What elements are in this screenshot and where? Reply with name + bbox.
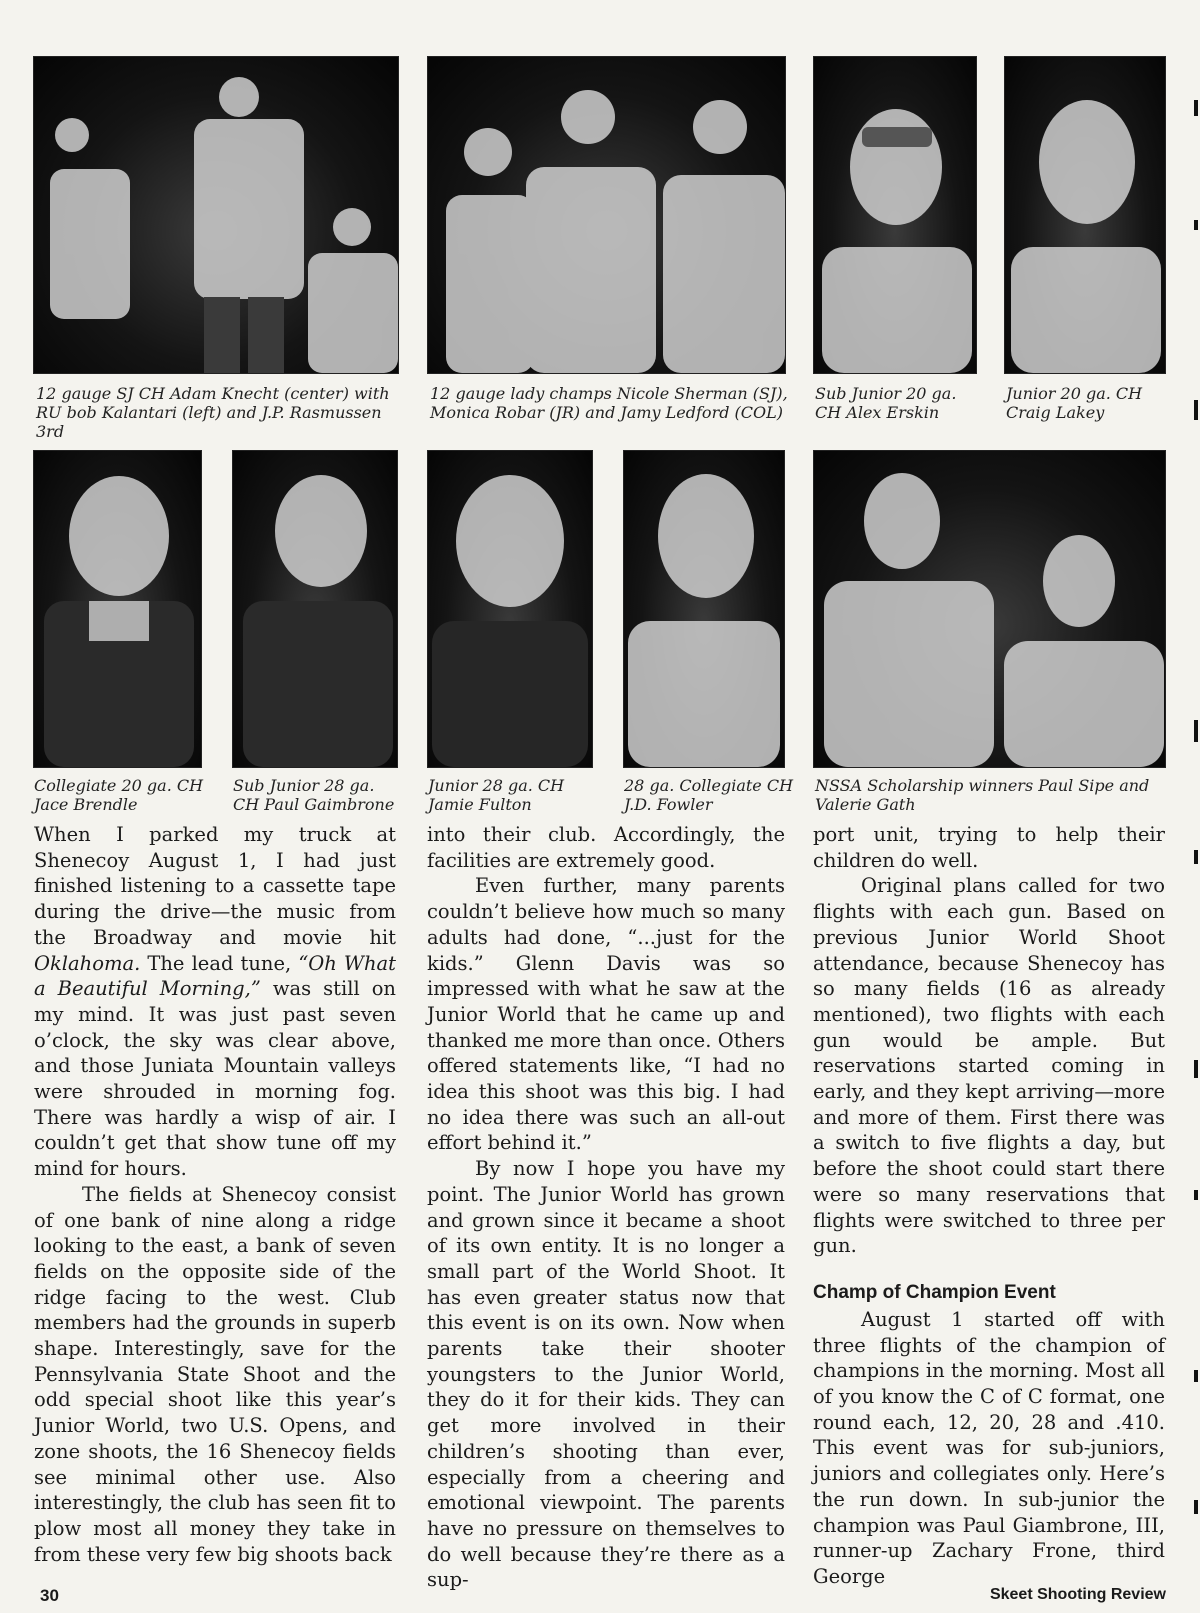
article-paragraph: into their club. Accordingly, the facilities are extremely good. — [427, 823, 785, 872]
caption-craig-lakey: Junior 20 ga. CH Craig Lakey — [1006, 384, 1143, 422]
photo-adam-knecht-group — [33, 56, 399, 374]
photo-craig-lakey — [1004, 56, 1166, 374]
caption-jamie-fulton: Junior 28 ga. CH Jamie Fulton — [428, 776, 565, 814]
caption-alex-erskin: Sub Junior 20 ga. CH Alex Erskin — [815, 384, 957, 422]
edge-mark — [1194, 1370, 1198, 1382]
caption-scholarship-winners: NSSA Scholarship winners Paul Sipe and Valerie Gath — [815, 776, 1150, 814]
photo-lady-champs — [427, 56, 786, 374]
article-paragraph: August 1 started off with three flights of the champion of champions in the morning. Most all of you know the C of C format, one round each, 12, 20, 28 and .410. This event was for sub-juniors, juniors and collegiates only. Here’s the run down. In sub-junior the champion was Paul Giambrone, III, runner-up Zachary Frone, third George — [813, 1307, 1165, 1588]
edge-mark — [1194, 1500, 1198, 1514]
caption-jace-brendle: Collegiate 20 ga. CH Jace Brendle — [34, 776, 204, 814]
photo-scholarship-winners — [813, 450, 1166, 768]
photo-jace-brendle — [33, 450, 202, 768]
photo-alex-erskin — [813, 56, 977, 374]
edge-mark — [1194, 1190, 1198, 1200]
photo-paul-gaimbrone — [232, 450, 398, 768]
photo-jd-fowler — [623, 450, 785, 768]
caption-paul-gaimbrone: Sub Junior 28 ga. CH Paul Gaimbrone — [233, 776, 395, 814]
edge-mark — [1194, 850, 1198, 864]
photo-jamie-fulton — [427, 450, 593, 768]
caption-lady-champs: 12 gauge lady champs Nicole Sherman (SJ), Monica Robar (JR) and Jamy Ledford (COL) — [430, 384, 788, 422]
article-paragraph: Even further, many parents couldn’t believe how much so many adults had done, “...just for the kids.” Glenn Davis was so impressed with what he saw at the Junior World that he came up and thanked me more than once. Others offered statements like, “I had no idea this shoot was this big. I had no idea there was such an all-out effort behind it.” — [427, 874, 785, 1155]
section-heading: Champ of Champion Event — [813, 1281, 1056, 1303]
edge-mark — [1194, 220, 1198, 230]
article-column-1 — [34, 822, 396, 1567]
caption-adam-knecht-group: 12 gauge SJ CH Adam Knecht (center) with RU bob Kalantari (left) and J.P. Rasmussen 3rd — [36, 384, 390, 441]
article-paragraph: By now I hope you have my point. The Junior World has grown and grown since it became a shoot of its own entity. It is no longer a small part of the World Shoot. It has even greater status now that this event is on its own. Now when parents take their shooter youngsters to the Junior World, they do it for their kids. They can get more involved in their children’s shooting than ever, especially from a cheering and emotional viewpoint. The parents have no pressure on themselves to do well because they’re there as a sup- — [427, 1157, 785, 1592]
edge-mark — [1194, 1060, 1198, 1078]
article-paragraph: When I parked my truck at Shenecoy August 1, I had just finished listening to a cassette tape during the drive—the music from the Broadway and movie hit Oklahoma. The lead tune, “Oh What a Beautiful Morning,” was still on my mind. It was just past seven o’clock, the sky was clear above, and those Juniata Mountain valleys were shrouded in morning fog. There was hardly a wisp of air. I couldn’t get that show tune off my mind for hours. — [34, 823, 396, 1181]
magazine-name: Skeet Shooting Review — [989, 1586, 1166, 1603]
article-paragraph: port unit, trying to help their children do well. — [813, 823, 1165, 872]
article-column-3 — [813, 822, 1165, 1590]
caption-jd-fowler: 28 ga. Collegiate CH J.D. Fowler — [624, 776, 794, 814]
article-paragraph: Original plans called for two flights with each gun. Based on previous Junior World Shoot attendance, because Shenecoy has so many fields (16 as already mentioned), two flights with each gun would be ample. But reservations started coming in early, and they kept arriving—more and more of them. First there was a switch to five flights a day, but before the shoot could start there were so many reservations that flights were switched to three per gun. — [813, 874, 1165, 1258]
edge-mark — [1194, 100, 1198, 116]
article-paragraph: The fields at Shenecoy consist of one bank of nine along a ridge looking to the east, a bank of seven fields on the opposite side of the ridge facing to the west. Club members had the grounds in superb shape. Interestingly, save for the Pennsylvania State Shoot and the odd special shoot like this year’s Junior World, two U.S. Opens, and zone shoots, the 16 Shenecoy fields see minimal other use. Also interestingly, the club has seen fit to plow most all money they take in from these very few big shoots back — [34, 1182, 396, 1566]
article-column-2 — [427, 822, 785, 1593]
edge-mark — [1194, 400, 1198, 420]
page-number: 30 — [40, 1586, 59, 1605]
edge-mark — [1194, 720, 1198, 742]
